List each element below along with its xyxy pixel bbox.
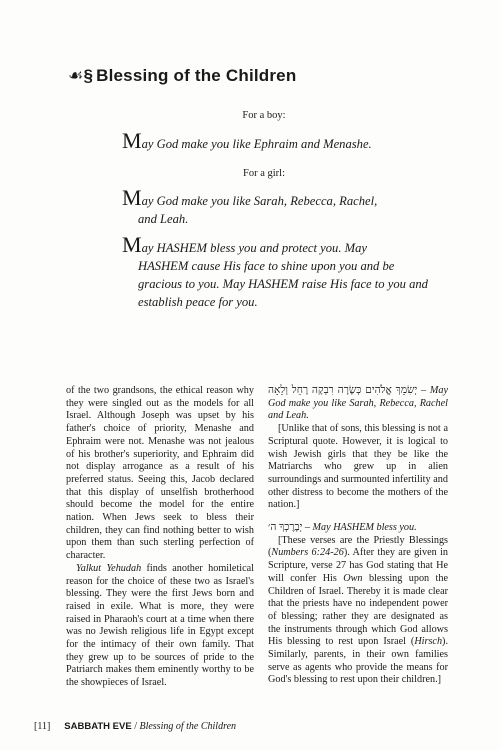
rubric-girl: For a girl: bbox=[243, 168, 285, 179]
rubric-boy: For a boy: bbox=[242, 110, 286, 121]
running-head: SABBATH EVE bbox=[64, 721, 132, 732]
commentary-lemma: יְבָרֶכְךָ ה׳ – May HASHEM bless you. bbox=[268, 522, 417, 534]
hebrew-lemma: יְבָרֶכְךָ ה׳ bbox=[268, 522, 303, 534]
commentary-paragraph: [Unlike that of sons, this blessing is not a Scriptural quote. However, it is logical to wish Jewish girls that they be like the Matriarchs who grew up in alien surroundings and surmounted infertility and other distress to become the mothers of the nation.] bbox=[268, 423, 448, 511]
commentary-paragraph: of the two grandsons, the ethical reason why they were singled out as the models for all Israel. Although Joseph was upset by his father's choice of priority, Menashe and Ephraim were not. Menashe was not jealous of his brother's superiority, and Ephraim did not display arrogance as a result of his preferred status. Seeing this, Jacob declared that this display of unselfish brotherhood should become the model for the entire nation. When Jews seek to bless their children, they can find nothing better to wish upon them than such sterling perfection of character. bbox=[66, 385, 254, 562]
blessing-boy: May God make you like Ephraim and Menashe. bbox=[122, 128, 372, 153]
drop-initial: M bbox=[122, 232, 142, 257]
priestly-blessing: May HASHEM bless you and protect you. May HASHEM cause His face to shine upon you and be gracious to you. May HASHEM raise His face to you and establish peace for you. bbox=[122, 232, 428, 309]
hebrew-lemma: יְשִׂמֵךְ אֱלֹהִים כְּשָׂרָה רִבְקָה רָחֵל וְלֵאָה bbox=[268, 385, 418, 396]
section-title: Blessing of the Children bbox=[96, 66, 297, 85]
commentary-paragraph: [These verses are the Priestly Blessings (Numbers 6:24-26). After they are given in Scripture, verse 27 has God stating that He will confer His Own blessing upon the Children of Israel. Thereby it is made clear that the priests have no independent power of blessing; rather they are designated as the instruments through which God allows His blessing to rest upon Israel (Hirsch). Similarly, parents, in their own families serve as agents who provide the means for God's blessing to rest upon their children.] bbox=[268, 534, 449, 686]
commentary-right-column bbox=[268, 385, 448, 687]
section-heading bbox=[68, 66, 296, 86]
commentary-paragraph: Yalkut Yehudah finds another homiletical reason for the choice of these two as Israel's blessing. They were the first Jews born and raised in exile. What is more, they were raised in Pharaoh's court at a time when there was no Jewish religious life in Egypt except for the intimacy of their own family. That they grew up to be sources of pride to the Patriarch makes them eminently worthy to be the showpieces of Israel. bbox=[66, 562, 254, 689]
running-section: Blessing of the Children bbox=[139, 721, 237, 732]
drop-initial: M bbox=[122, 185, 142, 210]
blessing-girl: May God make you like Sarah, Rebecca, Rachel, and Leah. bbox=[122, 185, 378, 226]
commentary-lemma: יְשִׂמֵךְ אֱלֹהִים כְּשָׂרָה רִבְקָה רָחֵל וְלֵאָה – May God make you like Sarah, Rebecca, Rachel and Leah. bbox=[268, 385, 448, 422]
drop-initial: M bbox=[122, 128, 142, 153]
fleuron-ornament: ☙§ bbox=[68, 66, 94, 85]
commentary-left-column bbox=[66, 385, 254, 690]
page-number: [11] bbox=[34, 721, 51, 732]
page-footer: [11] SABBATH EVE / Blessing of the Children bbox=[34, 721, 237, 732]
